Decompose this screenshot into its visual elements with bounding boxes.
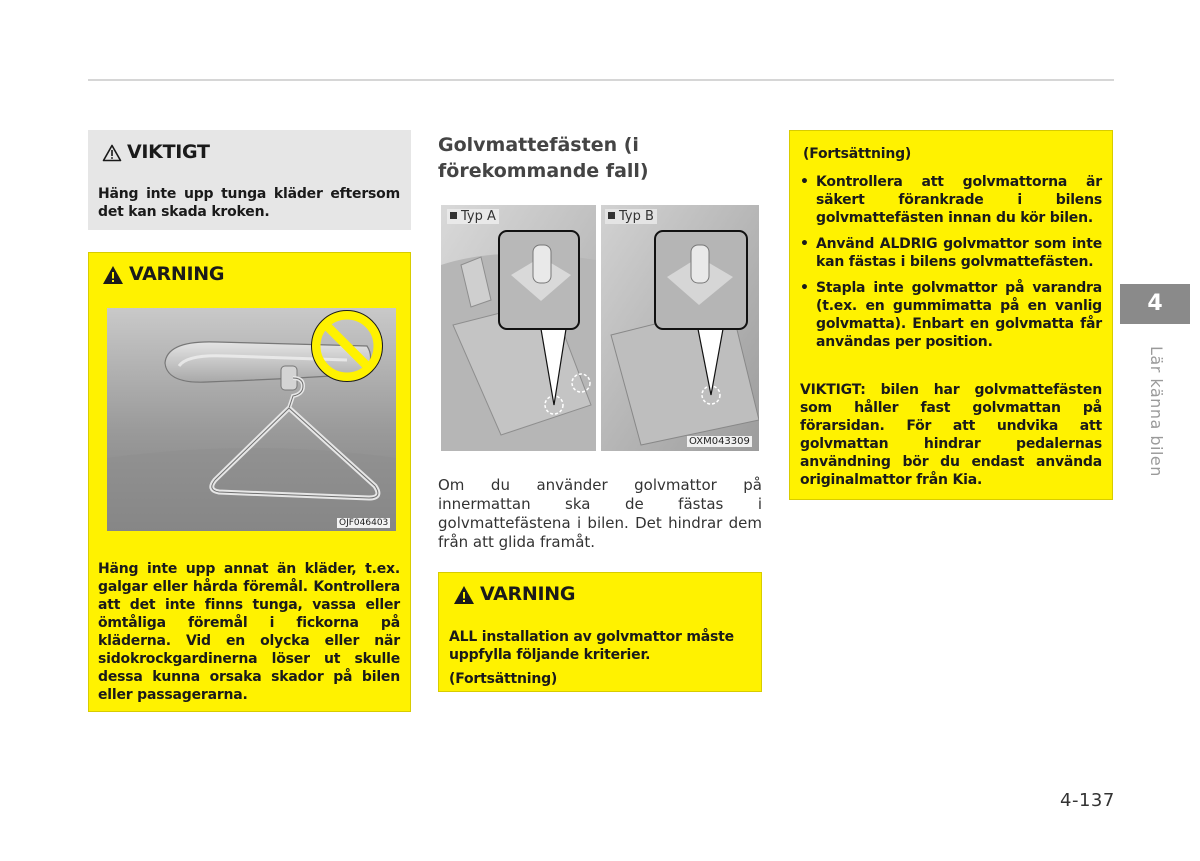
header-rule bbox=[88, 79, 1114, 81]
coat-hook-illustration bbox=[107, 308, 396, 531]
list-item: • Stapla inte golvmattor på varandra (t.ex. en gummimatta på en vanlig golvmatta). Enbart en golvmatta får användas per position. bbox=[800, 279, 1102, 351]
list-item: • Kontrollera att golvmattorna är säkert förankrade i bilens golvmattefästen innan du kör bilen. bbox=[800, 173, 1102, 227]
image-code-floor-mat: OXM043309 bbox=[689, 436, 750, 447]
floor-mat-criteria-list bbox=[800, 173, 1102, 359]
chapter-number-tab: 4 bbox=[1120, 284, 1190, 324]
continued-header: (Fortsättning) bbox=[803, 146, 912, 162]
varning-title-hanger: VARNING bbox=[102, 263, 224, 285]
section-title: Golvmattefästen (i förekommande fall) bbox=[438, 134, 649, 182]
varning-text-floor-mat: ALL installation av golvmattor måste uppfylla följande kriterier. bbox=[449, 629, 734, 663]
varning-title-floor-mat: VARNING bbox=[453, 583, 575, 605]
viktigt-text: Häng inte upp tunga kläder eftersom det kan skada kroken. bbox=[98, 186, 400, 220]
warning-icon bbox=[102, 265, 124, 285]
image-code-hanger: OJF046403 bbox=[339, 518, 389, 528]
square-bullet-icon bbox=[608, 212, 615, 219]
viktigt-title: VIKTIGT bbox=[102, 141, 210, 163]
floor-mat-anchor-figures bbox=[441, 205, 759, 451]
warning-icon bbox=[453, 585, 475, 605]
chapter-title: Lär känna bilen bbox=[1147, 346, 1166, 477]
fig-label-type-a: Typ A bbox=[447, 209, 499, 224]
important-note: VIKTIGT: bilen har golvmattefästen som håller fast golvmattan på förarsidan. För att undvika att golvmattan hindrar pedalernas användning bör du endast använda originalmattor från Kia. bbox=[800, 382, 1102, 488]
continued-label: (Fortsättning) bbox=[449, 671, 558, 687]
varning-text-hanger: Häng inte upp annat än kläder, t.ex. galgar eller hårda föremål. Kontrollera att det inte finns tunga, vassa eller ömtåliga föremål i fickorna på kläderna. Vid en olycka eller när sidokrockgardinerna löser ut skulle dessa kunna orsaka skador på bilen eller passagerarna. bbox=[98, 561, 400, 703]
square-bullet-icon bbox=[450, 212, 457, 219]
caution-icon bbox=[102, 144, 122, 162]
fig-label-type-b: Typ B bbox=[605, 209, 657, 224]
page-number: 4-137 bbox=[1060, 790, 1115, 811]
list-item: • Använd ALDRIG golvmattor som inte kan fästas i bilens golvmattefästen. bbox=[800, 235, 1102, 271]
section-body: Om du använder golvmattor på innermattan ska de fästas i golvmattefästena i bilen. Det hindrar dem från att glida framåt. bbox=[438, 476, 762, 551]
